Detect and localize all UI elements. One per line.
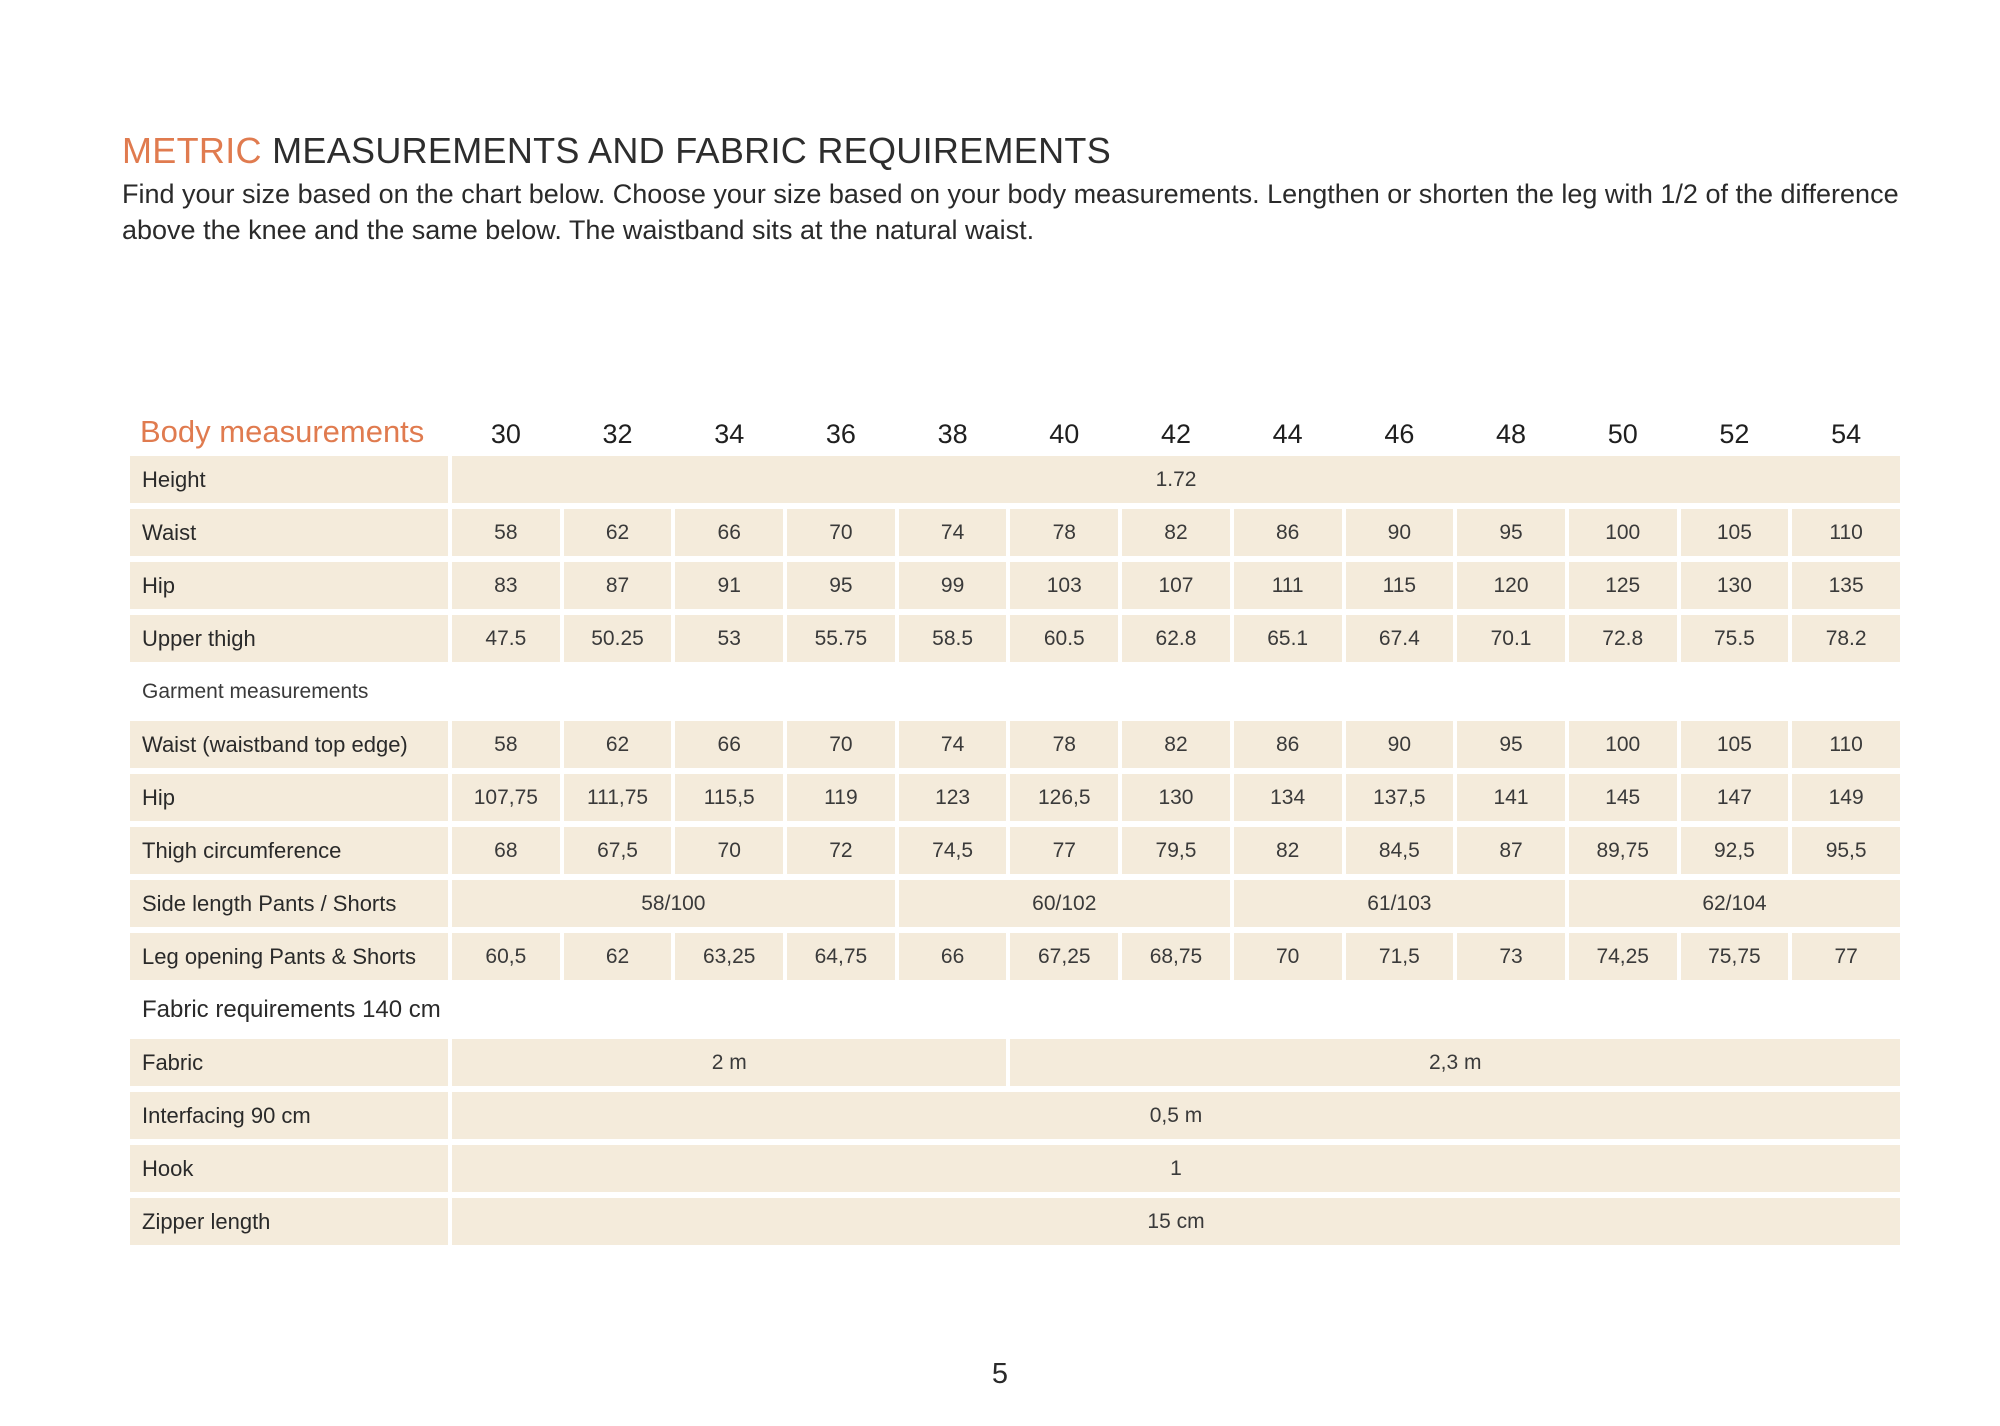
table-cell: 58.5: [899, 615, 1007, 662]
table-cell: 110: [1792, 721, 1900, 768]
table-cell: 78: [1010, 509, 1118, 556]
hip-row: [130, 562, 1900, 609]
table-cell: 70: [787, 721, 895, 768]
table-cell: 82: [1122, 509, 1230, 556]
table-cell: 62: [564, 933, 672, 980]
table-cell: 79,5: [1122, 827, 1230, 874]
hook-row: [130, 1145, 1900, 1192]
table-cell: 60.5: [1010, 615, 1118, 662]
table-cell: 70.1: [1457, 615, 1565, 662]
row-label: Leg opening Pants & Shorts: [130, 933, 448, 980]
table-cell: 95: [787, 562, 895, 609]
size-header: 44: [1272, 419, 1303, 449]
table-cell: 53: [675, 615, 783, 662]
table-cell: 66: [675, 721, 783, 768]
row-label: Hip: [130, 774, 448, 821]
table-cell: 60,5: [452, 933, 560, 980]
fabric-section-row: [130, 986, 1900, 1033]
table-cell: 2 m: [452, 1039, 1006, 1086]
size-header: 40: [1049, 419, 1080, 449]
upper-thigh-row: [130, 615, 1900, 662]
table-cell: 86: [1234, 721, 1342, 768]
table-cell: 67.4: [1346, 615, 1454, 662]
table-cell: 2,3 m: [1010, 1039, 1900, 1086]
table-cell: 99: [899, 562, 1007, 609]
table-cell: 66: [675, 509, 783, 556]
table-cell: 95: [1457, 721, 1565, 768]
table-cell: 55.75: [787, 615, 895, 662]
table-cell: 70: [787, 509, 895, 556]
row-label: Fabric: [130, 1039, 448, 1086]
table-cell: 67,5: [564, 827, 672, 874]
size-chart-table: [126, 400, 1904, 1251]
table-cell: 67,25: [1010, 933, 1118, 980]
table-cell: 107,75: [452, 774, 560, 821]
table-cell: 130: [1681, 562, 1789, 609]
size-header: 50: [1607, 419, 1638, 449]
row-label: Side length Pants / Shorts: [130, 880, 448, 927]
table-cell: 74,25: [1569, 933, 1677, 980]
table-cell: 82: [1234, 827, 1342, 874]
table-cell: 123: [899, 774, 1007, 821]
table-cell: 100: [1569, 721, 1677, 768]
size-header: 32: [602, 419, 633, 449]
row-label: Waist (waistband top edge): [130, 721, 448, 768]
row-label: Zipper length: [130, 1198, 448, 1245]
table-cell: 141: [1457, 774, 1565, 821]
row-label: Waist: [130, 509, 448, 556]
table-cell: 95: [1457, 509, 1565, 556]
table-cell: 58: [452, 721, 560, 768]
table-cell: 64,75: [787, 933, 895, 980]
table-cell: 149: [1792, 774, 1900, 821]
table-cell: 145: [1569, 774, 1677, 821]
size-header: 30: [490, 419, 521, 449]
table-cell: 74,5: [899, 827, 1007, 874]
table-cell: 1: [452, 1145, 1900, 1192]
table-cell: 70: [675, 827, 783, 874]
table-cell: 111: [1234, 562, 1342, 609]
table-cell: 147: [1681, 774, 1789, 821]
table-cell: 92,5: [1681, 827, 1789, 874]
table-cell: 137,5: [1346, 774, 1454, 821]
row-label: Height: [130, 456, 448, 503]
table-cell: 84,5: [1346, 827, 1454, 874]
garment-waist-row: [130, 721, 1900, 768]
table-cell: 115: [1346, 562, 1454, 609]
table-cell: 71,5: [1346, 933, 1454, 980]
table-cell: 110: [1792, 509, 1900, 556]
table-cell: 90: [1346, 721, 1454, 768]
table-cell: 1.72: [452, 456, 1900, 503]
table-cell: 65.1: [1234, 615, 1342, 662]
garment-section-row: [130, 668, 1900, 715]
table-cell: 91: [675, 562, 783, 609]
table-cell: 74: [899, 721, 1007, 768]
page-number: 5: [991, 1358, 1009, 1390]
table-cell: 75,75: [1681, 933, 1789, 980]
size-header: 52: [1719, 419, 1750, 449]
row-label: Upper thigh: [130, 615, 448, 662]
table-cell: 77: [1010, 827, 1118, 874]
table-cell: 107: [1122, 562, 1230, 609]
table-cell: 86: [1234, 509, 1342, 556]
table-cell: 134: [1234, 774, 1342, 821]
table-cell: 68,75: [1122, 933, 1230, 980]
table-cell: 82: [1122, 721, 1230, 768]
table-cell: 62.8: [1122, 615, 1230, 662]
height-row: [130, 456, 1900, 503]
table-cell: 126,5: [1010, 774, 1118, 821]
table-cell: 105: [1681, 721, 1789, 768]
table-cell: 73: [1457, 933, 1565, 980]
size-header: 36: [825, 419, 856, 449]
table-cell: 15 cm: [452, 1198, 1900, 1245]
size-header: 48: [1496, 419, 1527, 449]
table-cell: 87: [1457, 827, 1565, 874]
zipper-row: [130, 1198, 1900, 1245]
interfacing-row: [130, 1092, 1900, 1139]
size-header-row: [130, 406, 1900, 450]
table-cell: 72: [787, 827, 895, 874]
table-cell: 77: [1792, 933, 1900, 980]
table-cell: 70: [1234, 933, 1342, 980]
table-cell: 62/104: [1569, 880, 1900, 927]
page-title: [122, 130, 1111, 172]
side-length-row: [130, 880, 1900, 927]
table-cell: 62: [564, 509, 672, 556]
table-cell: 120: [1457, 562, 1565, 609]
size-header: 46: [1384, 419, 1415, 449]
table-cell: 50.25: [564, 615, 672, 662]
table-cell: 125: [1569, 562, 1677, 609]
table-cell: 58: [452, 509, 560, 556]
row-label: Thigh circumference: [130, 827, 448, 874]
garment-hip-row: [130, 774, 1900, 821]
garment-measurements-heading: Garment measurements: [142, 679, 369, 703]
table-cell: 83: [452, 562, 560, 609]
table-cell: 119: [787, 774, 895, 821]
table-cell: 62: [564, 721, 672, 768]
leg-opening-row: [130, 933, 1900, 980]
table-cell: 111,75: [564, 774, 672, 821]
intro-text: Find your size based on the chart below. Choose your size based on your body measurements. Lengthen or shorten the leg with 1/2 of the difference above the knee and the same below. The waistband sits at the natural waist.: [122, 179, 1899, 245]
row-label: Hook: [130, 1145, 448, 1192]
table-cell: 72.8: [1569, 615, 1677, 662]
thigh-circumference-row: [130, 827, 1900, 874]
table-cell: 95,5: [1792, 827, 1900, 874]
row-label: Hip: [130, 562, 448, 609]
row-label: Interfacing 90 cm: [130, 1092, 448, 1139]
title-accent: METRIC: [122, 130, 262, 171]
table-cell: 66: [899, 933, 1007, 980]
table-cell: 105: [1681, 509, 1789, 556]
table-cell: 58/100: [452, 880, 895, 927]
waist-row: [130, 509, 1900, 556]
fabric-row: [130, 1039, 1900, 1086]
table-cell: 60/102: [899, 880, 1230, 927]
table-cell: 135: [1792, 562, 1900, 609]
size-header: 38: [937, 419, 968, 449]
table-cell: 0,5 m: [452, 1092, 1900, 1139]
fabric-requirements-heading: Fabric requirements 140 cm: [142, 995, 441, 1023]
table-cell: 61/103: [1234, 880, 1565, 927]
size-header: 54: [1831, 419, 1862, 449]
table-cell: 115,5: [675, 774, 783, 821]
table-cell: 47.5: [452, 615, 560, 662]
size-header: 42: [1160, 419, 1191, 449]
table-cell: 68: [452, 827, 560, 874]
body-measurements-heading: Body measurements: [140, 414, 425, 449]
title-rest: MEASUREMENTS AND FABRIC REQUIREMENTS: [261, 130, 1112, 171]
table-cell: 78.2: [1792, 615, 1900, 662]
table-cell: 103: [1010, 562, 1118, 609]
table-cell: 90: [1346, 509, 1454, 556]
table-cell: 130: [1122, 774, 1230, 821]
table-cell: 87: [564, 562, 672, 609]
table-cell: 63,25: [675, 933, 783, 980]
table-cell: 75.5: [1681, 615, 1789, 662]
table-cell: 89,75: [1569, 827, 1677, 874]
table-cell: 100: [1569, 509, 1677, 556]
table-cell: 78: [1010, 721, 1118, 768]
size-header: 34: [714, 419, 745, 449]
table-cell: 74: [899, 509, 1007, 556]
